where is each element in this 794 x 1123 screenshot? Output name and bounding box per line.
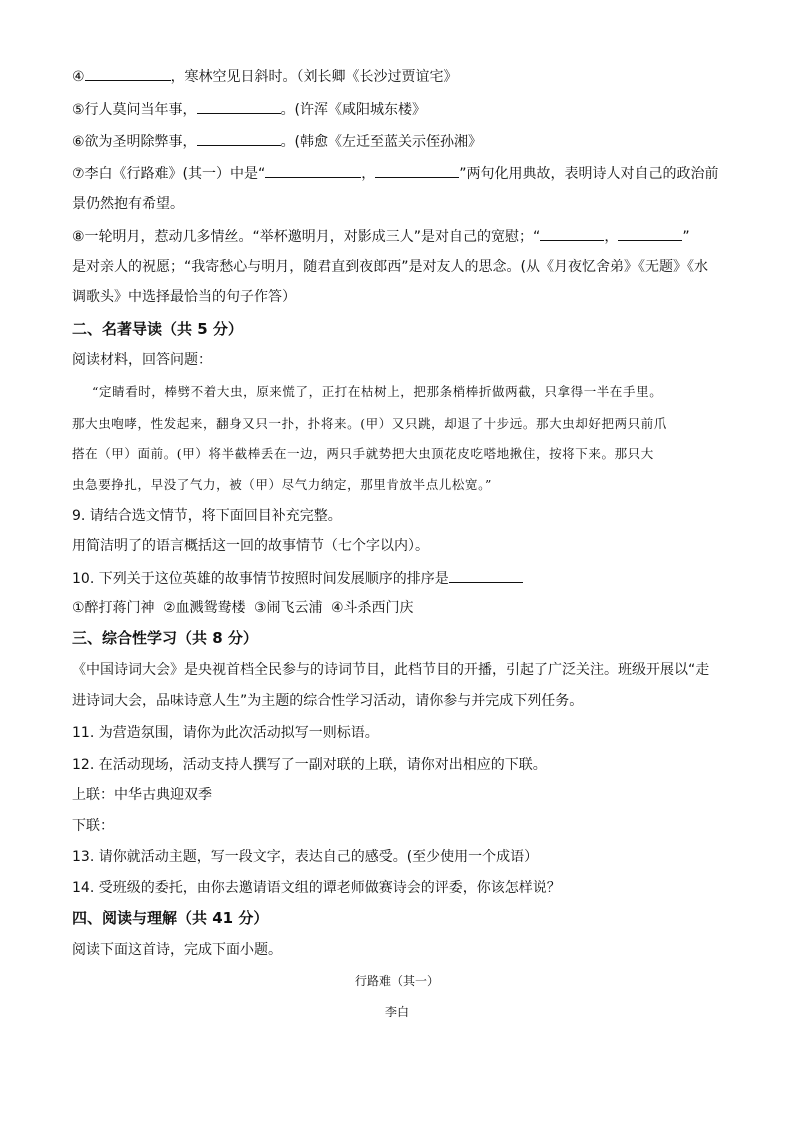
question-8-line-2: 是对亲人的祝愿；“我寄愁心与明月，随君直到夜郎西”是对友人的思念。(从《月夜忆舍弟》《无题》《水: [72, 259, 708, 275]
answer-blank-8b[interactable]: [618, 226, 682, 241]
question-7-comma: ，: [361, 166, 376, 182]
question-5-line: [72, 99, 426, 119]
passage-line-1: “定睛看时，棒劈不着大虫，原来慌了，正打在枯树上，把那条梢棒折做两截，只拿得一半在手里。: [92, 384, 663, 399]
section-3-heading: 三、综合性学习（共 8 分）: [72, 629, 258, 647]
section-4-instruction: 阅读下面这首诗，完成下面小题。: [72, 942, 282, 958]
answer-blank-7b[interactable]: [375, 163, 459, 178]
couplet-lower: 下联：: [72, 818, 114, 834]
couplet-upper: 上联：中华古典迎双季: [72, 787, 212, 803]
passage-line-4: 虫急要挣扎，早没了气力，被（甲）尽气力纳定，那里肯放半点儿松宽。”: [72, 477, 492, 492]
question-10-line: [72, 568, 523, 588]
question-9: 9. 请结合选文情节，将下面回目补充完整。: [72, 508, 342, 524]
question-7-line-2: 景仍然抱有希望。: [72, 196, 184, 212]
answer-blank-8a[interactable]: [540, 226, 604, 241]
question-7-line: [72, 163, 719, 183]
question-8-comma: ，: [604, 229, 619, 245]
answer-blank-5[interactable]: [197, 99, 281, 114]
passage-line-2: 那大虫咆哮，性发起来，翻身又只一扑，扑将来。(甲）又只跳，却退了十步远。那大虫却好把两只前爪: [72, 416, 667, 431]
question-8-text-a: ⑧一轮明月，惹动几多情丝。“举杯邀明月，对影成三人”是对自己的宽慰；“: [72, 229, 541, 245]
answer-blank-6[interactable]: [197, 131, 281, 146]
question-7-text-b: ”两句化用典故，表明诗人对自己的政治前: [459, 166, 719, 182]
section-3-intro-1: 《中国诗词大会》是央视首档全民参与的诗词节目，此档节目的开播，引起了广泛关注。班级开展以“走: [72, 662, 710, 678]
question-6-source: 。(韩愈《左迁至蓝关示侄孙湘》: [280, 134, 483, 150]
poem-title: 行路难（其一）: [354, 974, 439, 988]
answer-blank-7a[interactable]: [265, 163, 361, 178]
question-11: 11. 为营造氛围，请你为此次活动拟写一则标语。: [72, 725, 379, 741]
section-2-heading: 二、名著导读（共 5 分）: [72, 320, 243, 338]
question-14: 14. 受班级的委托，由你去邀请语文组的谭老师做赛诗会的评委，你该怎样说？: [72, 880, 561, 896]
question-8-line: [72, 226, 690, 246]
question-8-quote-end: ”: [682, 229, 690, 245]
passage-line-3: 搭在（甲）面前。(甲）将半截棒丢在一边，两只手就势把大虫顶花皮吃嗒地揪住，按将下来。那只大: [72, 446, 654, 461]
question-13: 13. 请你就活动主题，写一段文字，表达自己的感受。(至少使用一个成语）: [72, 849, 539, 865]
section-4-heading: 四、阅读与理解（共 41 分）: [72, 909, 269, 927]
question-4-number: ④: [72, 69, 85, 85]
question-6-text: ⑥欲为圣明除弊事，: [72, 134, 197, 150]
poem-author: 李白: [384, 1005, 409, 1019]
question-5-text: ⑤行人莫问当年事，: [72, 102, 197, 118]
question-5-source: 。(许浑《咸阳城东楼》: [280, 102, 427, 118]
question-4-text: ，寒林空见日斜时。（刘长卿《长沙过贾谊宅》: [170, 69, 458, 85]
question-10: 10. 下列关于这位英雄的故事情节按照时间发展顺序的排序是: [72, 571, 449, 587]
question-12: 12. 在活动现场，活动支持人撰写了一副对联的上联，请你对出相应的下联。: [72, 757, 547, 773]
question-4-line: [72, 66, 458, 86]
section-2-instruction: 阅读材料，回答问题：: [72, 352, 212, 368]
question-9-sub: 用简洁明了的语言概括这一回的故事情节（七个字以内）。: [72, 538, 429, 554]
answer-blank-4[interactable]: [85, 66, 171, 81]
question-8-line-3: 调歌头》中选择最恰当的句子作答）: [72, 289, 296, 305]
question-6-line: [72, 131, 482, 151]
answer-blank-10[interactable]: [449, 568, 523, 583]
section-3-intro-2: 进诗词大会，品味诗意人生”为主题的综合性学习活动，请你参与并完成下列任务。: [72, 693, 584, 709]
question-7-text-a: ⑦李白《行路难》(其一）中是“: [72, 166, 266, 182]
question-10-options: ①醉打蒋门神 ②血溅鸳鸯楼 ③闹飞云浦 ④斗杀西门庆: [72, 600, 414, 616]
